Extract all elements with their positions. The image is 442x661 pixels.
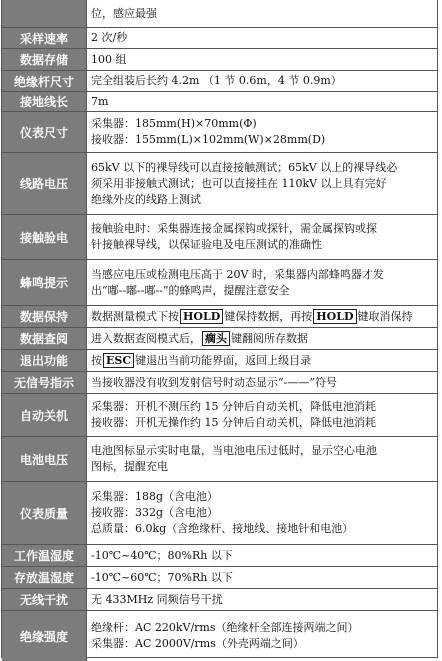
row-label: 自动关机 <box>2 394 87 436</box>
row-label: 接地线长 <box>2 92 87 111</box>
hold-key-label: HOLD <box>180 309 223 324</box>
spec-row <box>2 305 437 327</box>
text-segment: 键取消保持 <box>357 309 413 323</box>
row-label: 存放温湿度 <box>2 567 87 588</box>
value-line: 接触验电时：采集器连接金属探钩或探针，需金属探钩或探 <box>91 222 377 235</box>
value-line <box>91 353 433 369</box>
value-line: 电池图标显示实时电量，当电池电压过低时，显示空心电池 <box>91 444 377 457</box>
row-label: 采样速率 <box>2 28 87 48</box>
text-segment: 键退出当前功能界面，返回上级目录 <box>135 353 312 367</box>
row-value <box>87 28 437 48</box>
row-label <box>2 0 87 27</box>
value-line: 当接收器没有收到发射信号时动态显示“-——”符号 <box>91 375 337 389</box>
row-value <box>87 589 437 610</box>
row-label: 电池电压 <box>2 437 87 481</box>
row-value <box>87 567 437 588</box>
row-value <box>87 49 437 70</box>
value-line: 无 433MHz 同频信号干扰 <box>91 592 223 606</box>
spec-row <box>2 259 437 305</box>
spec-row <box>2 588 437 610</box>
row-label: 接触验电 <box>2 215 87 259</box>
arrow-key-label: 瘸头 <box>202 331 230 346</box>
value-line: 当感应电压或检测电压高于 20V 时，采集器内部蜂鸣器才发 <box>91 267 384 281</box>
value-line: 图标，提醒充电 <box>91 460 168 473</box>
value-line: 出“嘟--嘟--嘟--”的蜂鸣声，提醒注意安全 <box>91 283 290 297</box>
row-value <box>87 260 437 305</box>
row-label: 数据保持 <box>2 306 87 327</box>
value-line: 总质量：6.0kg（含绝缘杆、接地线、接地针和电池） <box>91 522 354 535</box>
row-value <box>87 328 437 349</box>
text-segment: 按 <box>91 353 102 367</box>
value-line: 2 次/秒 <box>91 31 128 44</box>
spec-row <box>2 214 437 259</box>
value-line <box>91 331 433 347</box>
text-segment: 进入数据查阅模式后， <box>91 331 201 345</box>
row-value <box>87 350 437 371</box>
value-line: 65kV 以下的裸导线可以直接接触测试；65kV 以上的裸导线必 <box>91 160 398 174</box>
row-value <box>87 437 437 481</box>
row-value <box>87 545 437 566</box>
value-line: 100 组 <box>91 52 127 66</box>
value-line: 采集器：188g（含电池） <box>91 490 219 503</box>
value-line: 位，感应最强 <box>91 6 157 20</box>
value-line: 须采用非接触式测试；也可以直接挂在 110kV 以上具有完好 <box>91 176 387 190</box>
value-line: -10℃~40℃；80%Rh 以下 <box>91 548 233 562</box>
spec-row <box>2 349 437 371</box>
row-value <box>87 611 437 661</box>
row-label: 数据存储 <box>2 49 87 70</box>
row-value <box>87 394 437 436</box>
value-line: 接收器：155mm(L)×102mm(W)×28mm(D) <box>91 133 326 146</box>
esc-key-label: ESC <box>103 353 134 368</box>
spec-row <box>2 91 437 111</box>
spec-row <box>2 566 437 588</box>
value-line: 采集器：185mm(H)×70mm(Φ) <box>91 117 257 130</box>
spec-row <box>2 152 437 214</box>
row-value <box>87 92 437 111</box>
value-line: 接收器：332g（含电池） <box>91 506 219 519</box>
spec-row <box>2 0 437 27</box>
row-label: 绝缘强度 <box>2 611 87 661</box>
row-value <box>87 215 437 259</box>
value-line: 针接触裸导线，以保证验电及电压测试的准确性 <box>91 238 322 251</box>
row-value <box>87 0 437 27</box>
spec-row <box>2 481 437 544</box>
value-line: 接收器：开机无操作约 15 分钟后自动关机，降低电池消耗 <box>91 416 376 429</box>
row-label: 仪表质量 <box>2 482 87 544</box>
spec-row <box>2 436 437 481</box>
row-label: 蜂鸣提示 <box>2 260 87 305</box>
row-label: 退出功能 <box>2 350 87 371</box>
row-value <box>87 372 437 393</box>
spec-table <box>1 0 438 658</box>
row-label: 无信号指示 <box>2 372 87 393</box>
value-line <box>91 309 433 325</box>
text-segment: 键保持数据，再按 <box>224 309 313 323</box>
spec-row <box>2 544 437 566</box>
value-line: -10℃~60℃；70%Rh 以下 <box>91 570 233 584</box>
row-value <box>87 306 437 327</box>
value-line: 绝缘外皮的线路上测试 <box>91 192 201 206</box>
hold-key-label: HOLD <box>313 309 356 324</box>
spec-row <box>2 393 437 436</box>
row-label: 仪表尺寸 <box>2 112 87 152</box>
value-line: 采集器：AC 2000V/rms（外壳两端之间） <box>91 637 304 650</box>
row-value <box>87 482 437 544</box>
value-line: 绝缘杆：AC 220kV/rms（绝缘杆全部连接两端之间） <box>91 621 359 634</box>
row-label: 线路电压 <box>2 153 87 214</box>
row-value <box>87 112 437 152</box>
row-label: 数据查阅 <box>2 328 87 349</box>
spec-row <box>2 48 437 70</box>
row-value <box>87 71 437 91</box>
spec-row <box>2 371 437 393</box>
spec-row <box>2 27 437 48</box>
value-line: 采集器：开机不测压约 15 分钟后自动关机，降低电池消耗 <box>91 400 376 413</box>
value-line: 7m <box>91 94 109 108</box>
row-label: 绝缘杆尺寸 <box>2 71 87 91</box>
row-value <box>87 153 437 214</box>
row-label: 无线干扰 <box>2 589 87 610</box>
spec-row <box>2 327 437 349</box>
text-segment: 数据测量模式下按 <box>91 309 179 323</box>
row-label: 工作温湿度 <box>2 545 87 566</box>
value-line: 完全组装后长约 4.2m （1 节 0.6m，4 节 0.9m） <box>91 74 342 87</box>
text-segment: 键翻阅所存数据 <box>231 331 308 345</box>
spec-row <box>2 111 437 152</box>
spec-row <box>2 610 437 661</box>
spec-row <box>2 70 437 91</box>
